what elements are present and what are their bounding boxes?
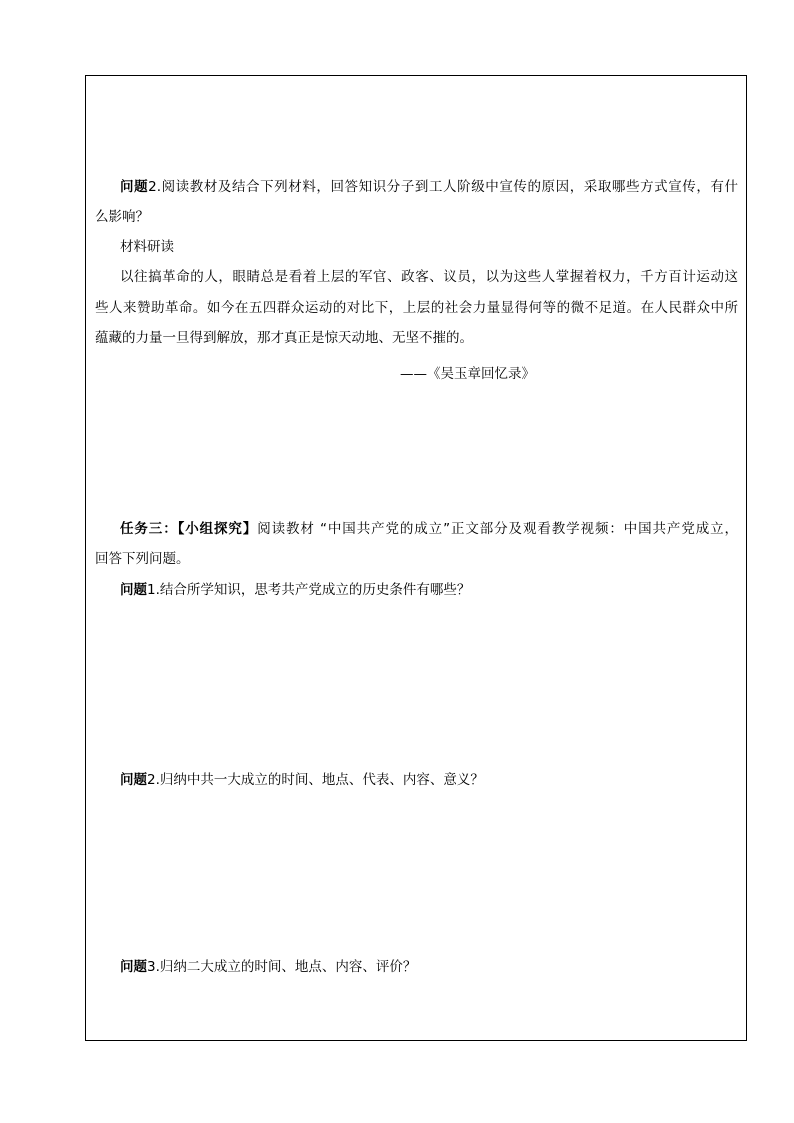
material-source: ——《吴玉章回忆录》: [400, 366, 535, 382]
task-3-question-1: [120, 580, 470, 600]
task-3-label: 任务三：【小组探究】: [120, 521, 258, 537]
task-3-question-2-label: 问题: [120, 772, 147, 788]
task-3-question-3-text: 3.归纳二大成立的时间、地点、内容、评价？: [147, 959, 417, 975]
task-3-question-2: [120, 770, 484, 790]
task-3-line-1: [120, 519, 738, 539]
task-3-text: 阅读教材 “中国共产党的成立”正文部分及观看教学视频：中国共产党成立，: [257, 521, 739, 537]
task-3-question-1-text: 1.结合所学知识，思考共产党成立的历史条件有哪些？: [147, 582, 471, 598]
task-3-question-2-text: 2.归纳中共一大成立的时间、地点、代表、内容、意义？: [147, 772, 484, 788]
material-heading: 材料研读: [120, 239, 174, 255]
material-line-2: 些人来赞助革命。如今在五四群众运动的对比下，上层的社会力量显得何等的微不足道。在人民群众中所: [95, 300, 738, 316]
material-line-1: 以往搞革命的人，眼睛总是看着上层的军官、政客、议员，以为这些人掌握着权力，千方百计运动这: [120, 269, 738, 285]
question-2-label: 问题: [120, 179, 149, 195]
task-3-question-3-label: 问题: [120, 959, 147, 975]
question-2-line-1: [120, 177, 738, 197]
question-2-text: 2.阅读教材及结合下列材料，回答知识分子到工人阶级中宣传的原因，采取哪些方式宣传，有什: [148, 179, 739, 195]
task-3-question-3: [120, 957, 416, 977]
task-3-line-2: 回答下列问题。: [95, 551, 190, 567]
question-2-line-2: 么影响？: [95, 209, 149, 225]
material-line-3: 蕴藏的力量一旦得到解放，那才真正是惊天动地、无坚不摧的。: [95, 330, 473, 346]
task-3-question-1-label: 问题: [120, 582, 147, 598]
